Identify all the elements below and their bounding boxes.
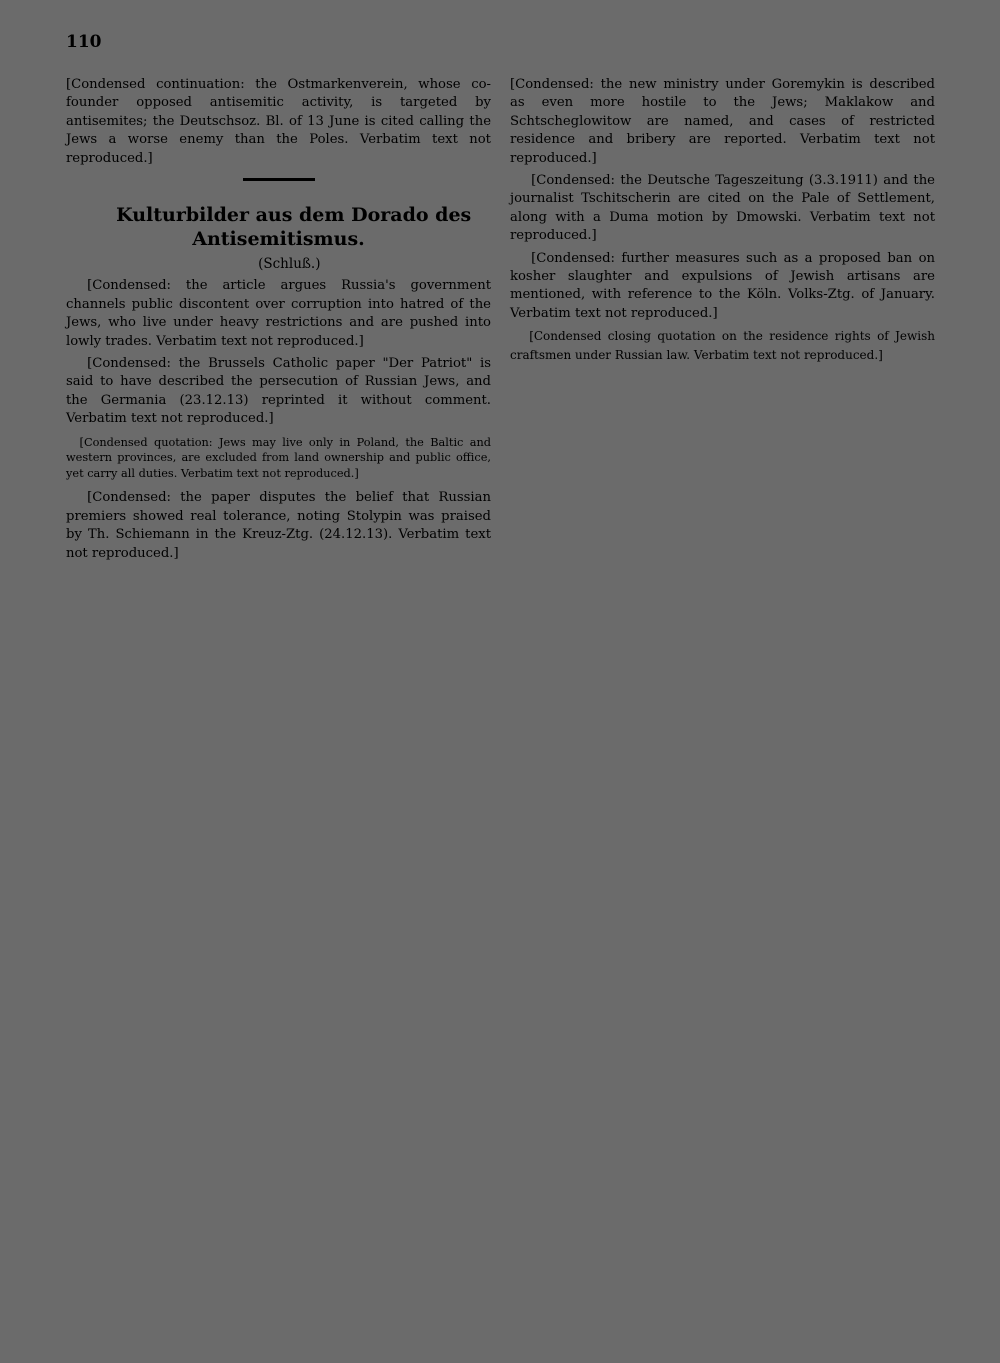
right-body-3: [Condensed: further measures such as a proposed ban on kosher slaughter and expulsions of Jewish artisans are mentioned, with reference to the Köln. Volks-Ztg. of January. Verbatim text not reproduced.]	[510, 250, 935, 321]
left-intro-paragraph: [Condensed continuation: the Ostmarkenverein, whose co-founder opposed antisemitic activity, is targeted by antisemites; the Deutschsoz. Bl. of 13 June is cited calling the Jews a worse enemy than the Poles. Verbatim text not reproduced.]	[66, 77, 491, 166]
left-body-3: [Condensed: the paper disputes the belief that Russian premiers showed real tolerance, noting Stolypin was praised by Th. Schiemann in the Kreuz-Ztg. (24.12.13). Verbatim text not reproduced.]	[66, 490, 491, 561]
left-quote	[66, 435, 491, 482]
right-body-1: [Condensed: the new ministry under Goremykin is described as even more hostile to the Jews; Maklakow and Schtscheglowitow are named, and cases of restricted residence and bribery are reported. Verbatim text not reproduced.]	[510, 77, 935, 166]
right-column	[510, 76, 935, 368]
page-number: 110	[66, 32, 102, 52]
left-quote-text: [Condensed quotation: Jews may live only in Poland, the Baltic and western provinces, are excluded from land ownership and public office, yet carry all duties. Verbatim text not reproduced.]	[66, 435, 491, 480]
section-divider	[243, 178, 315, 181]
article-subtitle: (Schluß.)	[258, 256, 321, 273]
right-closing-note: [Condensed closing quotation on the residence rights of Jewish craftsmen under Russian law. Verbatim text not reproduced.]	[510, 329, 935, 362]
left-body-2: [Condensed: the Brussels Catholic paper "Der Patriot" is said to have described the persecution of Russian Jews, and the Germania (23.12.13) reprinted it without comment. Verbatim text not reproduced.]	[66, 356, 491, 427]
left-body-1: [Condensed: the article argues Russia's government channels public discontent over corruption into hatred of the Jews, who live under heavy restrictions and are pushed into lowly trades. Verbatim text not reproduced.]	[66, 278, 491, 349]
left-column	[66, 76, 491, 567]
right-body-2: [Condensed: the Deutsche Tageszeitung (3.3.1911) and the journalist Tschitscherin are cited on the Pale of Settlement, along with a Duma motion by Dmowski. Verbatim text not reproduced.]	[510, 173, 935, 244]
article-heading: Kulturbilder aus dem Dorado des Antisemitismus.	[116, 204, 472, 251]
